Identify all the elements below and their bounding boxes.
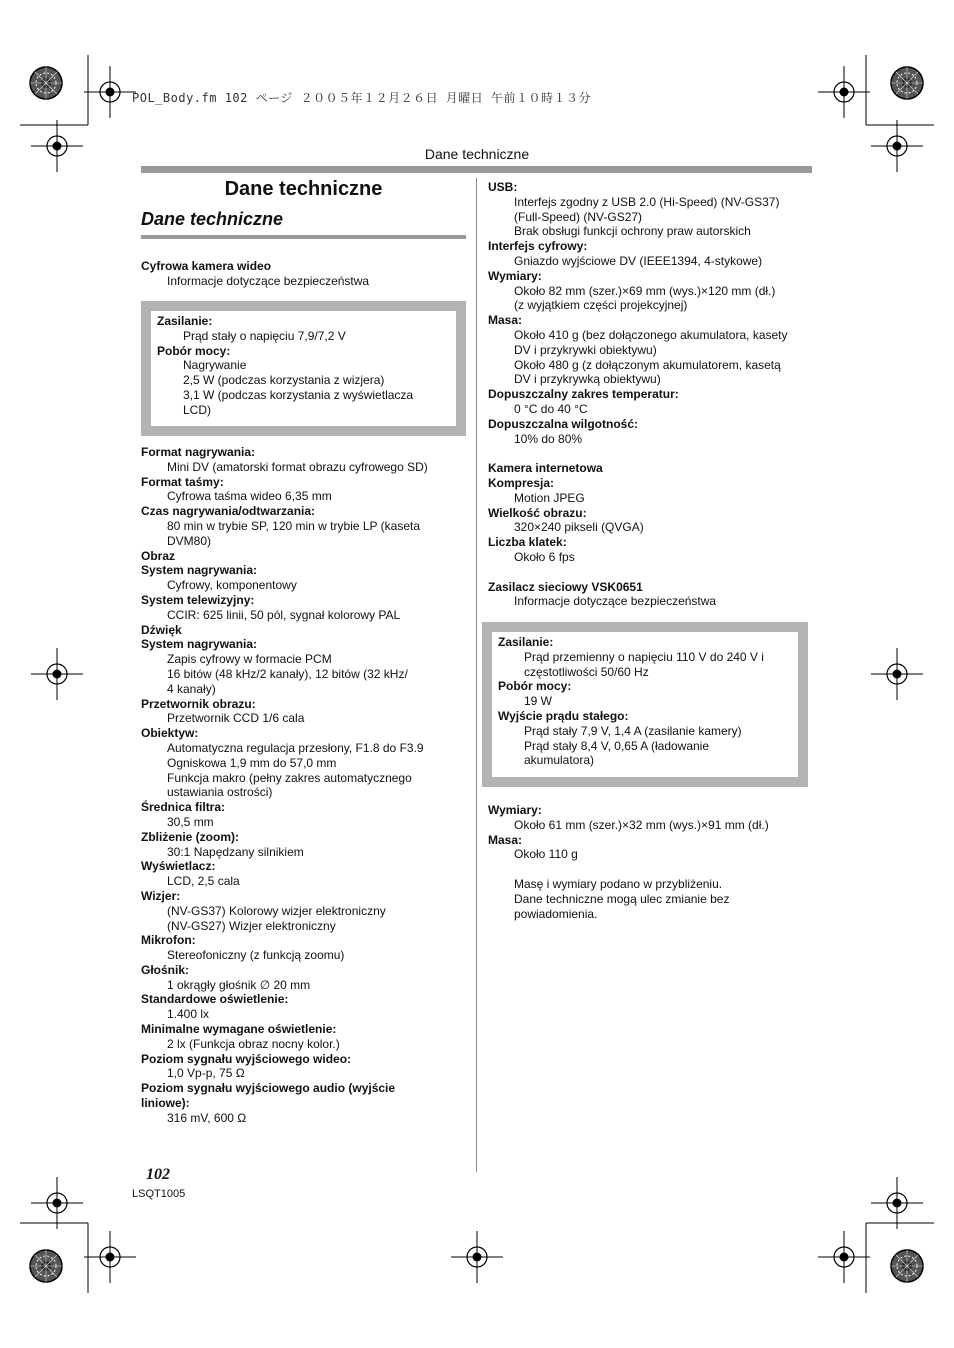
heading-main: Dane techniczne	[224, 178, 383, 200]
spec-label: Wyjście prądu stałego:	[498, 708, 629, 723]
spec-value: Mini DV (amatorski format obrazu cyfrowego SD)	[167, 459, 428, 474]
adapter-spec-list	[498, 635, 764, 768]
spec-value: 4 kanały)	[167, 681, 216, 696]
spec-value: Informacje dotyczące bezpieczeństwa	[514, 594, 717, 609]
spec-label: Zasilanie:	[157, 314, 213, 328]
spec-label: Przetwornik obrazu:	[141, 696, 256, 711]
camera-intro	[141, 259, 471, 289]
spec-label: Liczba klatek:	[488, 535, 567, 550]
spec-value: LCD, 2,5 cala	[167, 874, 240, 889]
spec-value: częstotliwości 50/60 Hz	[524, 664, 649, 679]
spec-value: Brak obsługi funkcji ochrony praw autorskich	[514, 224, 751, 239]
spec-value: Gniazdo wyjściowe DV (IEEE1394, 4-stykowe)	[514, 253, 763, 268]
adapter-dimensions-list	[488, 803, 818, 921]
spec-value: LCD)	[183, 402, 212, 417]
camera-spec-list	[141, 445, 471, 1126]
spec-label: Dopuszczalna wilgotność:	[488, 416, 639, 431]
spec-value: 1 okrągły głośnik ∅ 20 mm	[167, 977, 311, 992]
adapter-spec-box	[482, 622, 808, 787]
spec-label: Kamera internetowa	[488, 461, 603, 476]
spec-value: 1,0 Vp-p, 75 Ω	[167, 1066, 245, 1081]
spec-label: Wymiary:	[488, 803, 542, 817]
spec-value: DV i przykrywką obiektywu)	[514, 372, 661, 387]
interface-spec-list	[488, 180, 818, 609]
spec-label: Poziom sygnału wyjściowego audio (wyjście	[141, 1081, 396, 1096]
spec-value: Prąd przemienny o napięciu 110 V do 240 V i	[524, 649, 764, 664]
spec-label: Minimalne wymagane oświetlenie:	[141, 1022, 337, 1037]
heading-rule	[141, 235, 466, 239]
spec-label: Wyświetlacz:	[141, 859, 216, 874]
spec-label: Obiektyw:	[141, 726, 199, 741]
spec-label: Głośnik:	[141, 962, 190, 977]
spec-value: Informacje dotyczące bezpieczeństwa	[167, 273, 370, 288]
spec-label: Pobór mocy:	[157, 343, 231, 358]
spec-label: Poziom sygnału wyjściowego wideo:	[141, 1051, 352, 1066]
spec-value: 2 lx (Funkcja obraz nocny kolor.)	[167, 1036, 340, 1051]
spec-value: powiadomienia.	[514, 906, 598, 921]
spec-value: 2,5 W (podczas korzystania z wizjera)	[183, 373, 385, 388]
spec-value: (NV-GS37) Kolorowy wizjer elektroniczny	[167, 903, 386, 918]
spec-value: Stereofoniczny (z funkcją zoomu)	[167, 948, 345, 963]
spec-label: System nagrywania:	[141, 563, 258, 578]
spec-value: Cyfrowa taśma wideo 6,35 mm	[167, 489, 332, 504]
spec-value: 3,1 W (podczas korzystania z wyświetlacza	[183, 387, 414, 402]
spec-value: 19 W	[524, 694, 553, 709]
power-spec-box	[141, 301, 466, 436]
spec-label: Cyfrowa kamera wideo	[141, 259, 272, 273]
spec-label: Zasilacz sieciowy VSK0651	[488, 579, 643, 594]
spec-label: Masa:	[488, 313, 523, 328]
spec-value: 316 mV, 600 Ω	[167, 1110, 247, 1125]
column-divider	[476, 178, 477, 1172]
heading-sub: Dane techniczne	[141, 209, 284, 229]
spacer	[488, 565, 818, 580]
spec-value: CCIR: 625 linii, 50 pól, sygnał kolorowy PAL	[167, 607, 401, 622]
spec-label: Dźwięk	[141, 622, 182, 637]
header-rule	[141, 166, 812, 173]
spec-value: Około 410 g (bez dołączonego akumulatora, kasety	[514, 327, 788, 342]
spacer	[488, 862, 818, 877]
spec-label: Format taśmy:	[141, 474, 224, 489]
spec-value: Przetwornik CCD 1/6 cala	[167, 711, 305, 726]
spec-label: Wielkość obrazu:	[488, 505, 587, 520]
spec-value: Około 61 mm (szer.)×32 mm (wys.)×91 mm (dł.)	[514, 817, 769, 832]
spec-value: Cyfrowy, komponentowy	[167, 578, 297, 593]
spec-value: 80 min w trybie SP, 120 min w trybie LP (kaseta	[167, 518, 421, 533]
spec-value: Automatyczna regulacja przesłony, F1.8 do F3.9	[167, 740, 424, 755]
spec-value: DV i przykrywki obiektywu)	[514, 342, 657, 357]
spec-label: Dopuszczalny zakres temperatur:	[488, 387, 679, 402]
spec-value: Masę i wymiary podano w przybliżeniu.	[514, 876, 723, 891]
spec-value: Prąd stały 7,9 V, 1,4 A (zasilanie kamery)	[524, 723, 742, 738]
spec-value: Prąd stały o napięciu 7,9/7,2 V	[183, 328, 346, 343]
spec-value: Prąd stały 8,4 V, 0,65 A (ładowanie	[524, 738, 710, 753]
spec-value: (z wyjątkiem części projekcyjnej)	[514, 298, 688, 313]
spec-value: 16 bitów (48 kHz/2 kanały), 12 bitów (32 kHz/	[167, 666, 408, 681]
spec-label: Interfejs cyfrowy:	[488, 239, 588, 254]
spec-label: Wymiary:	[488, 268, 542, 283]
spec-value: 0 °C do 40 °C	[514, 401, 588, 416]
spec-label: Czas nagrywania/odtwarzania:	[141, 504, 316, 519]
spec-value: 1.400 lx	[167, 1007, 210, 1022]
spec-value: (NV-GS27) Wizjer elektroniczny	[167, 918, 336, 933]
spec-value: Interfejs zgodny z USB 2.0 (Hi-Speed) (NV-GS37)	[514, 194, 780, 209]
spec-value: Około 480 g (z dołączonym akumulatorem, kasetą	[514, 357, 781, 372]
spec-value: akumulatora)	[524, 753, 595, 768]
spec-value: Motion JPEG	[514, 490, 585, 505]
spec-label: liniowe):	[141, 1096, 190, 1111]
spec-label: Obraz	[141, 548, 176, 563]
spec-label: Zasilanie:	[498, 635, 554, 649]
spec-value: Ogniskowa 1,9 mm do 57,0 mm	[167, 755, 337, 770]
spec-label: Format nagrywania:	[141, 445, 256, 459]
section-title: Dane techniczne	[424, 146, 530, 162]
model-code: LSQT1005	[132, 1188, 186, 1200]
spec-value: Około 82 mm (szer.)×69 mm (wys.)×120 mm (dł.)	[514, 283, 776, 298]
spec-value: (Full-Speed) (NV-GS27)	[514, 209, 643, 224]
spec-value: Zapis cyfrowy w formacie PCM	[167, 652, 332, 667]
spec-label: System telewizyjny:	[141, 592, 255, 607]
spec-value: ustawiania ostrości)	[167, 785, 273, 800]
spec-label: Kompresja:	[488, 475, 555, 490]
spec-label: System nagrywania:	[141, 637, 258, 652]
spacer	[488, 446, 818, 461]
spec-value: DVM80)	[167, 533, 212, 548]
spec-value: 10% do 80%	[514, 431, 583, 446]
spec-label: USB:	[488, 180, 518, 194]
spec-label: Średnica filtra:	[141, 800, 226, 815]
spec-value: Około 6 fps	[514, 549, 575, 564]
spec-label: Wizjer:	[141, 888, 181, 903]
spec-label: Masa:	[488, 832, 523, 847]
spec-value: 30:1 Napędzany silnikiem	[167, 844, 304, 859]
page-number: 102	[146, 1166, 170, 1183]
spec-value: Około 110 g	[514, 847, 578, 862]
spec-value: Dane techniczne mogą ulec zmianie bez	[514, 891, 730, 906]
spec-value: Nagrywanie	[183, 358, 247, 373]
spec-label: Zbliżenie (zoom):	[141, 829, 239, 844]
spec-value: Funkcja makro (pełny zakres automatycznego	[167, 770, 412, 785]
spec-label: Pobór mocy:	[498, 679, 572, 694]
spec-label: Standardowe oświetlenie:	[141, 992, 289, 1007]
power-spec-list	[157, 314, 413, 418]
spec-value: 30,5 mm	[167, 814, 214, 829]
spec-value: 320×240 pikseli (QVGA)	[514, 520, 644, 535]
spec-label: Mikrofon:	[141, 933, 196, 948]
print-header: POL_Body.fm 102 ページ ２００５年１２月２６日 月曜日 午前１０時１３分	[132, 91, 592, 105]
